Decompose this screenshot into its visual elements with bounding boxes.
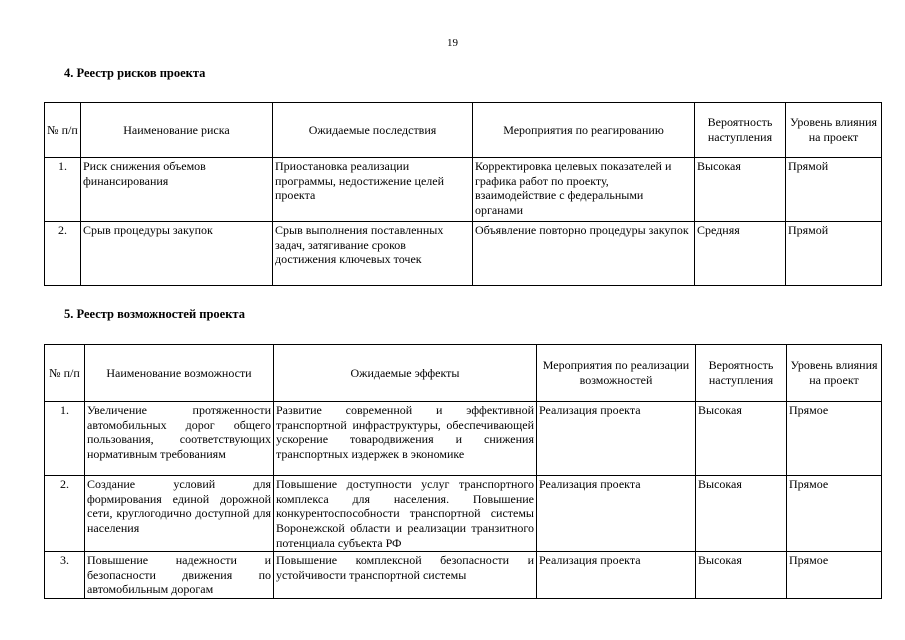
cell-impact: Прямой <box>786 158 882 222</box>
opportunity-registry-title: 5. Реестр возможностей проекта <box>64 307 245 321</box>
cell-probability: Высокая <box>696 476 787 552</box>
header-risk-name: Наименование риска <box>81 103 273 158</box>
header-impact: Уровень влияния на проект <box>787 345 882 402</box>
cell-number: 2. <box>45 222 81 286</box>
header-opportunity-name: Наименование возможности <box>85 345 274 402</box>
cell-measures: Реализация проекта <box>537 476 696 552</box>
table-row <box>45 552 882 599</box>
cell-probability: Высокая <box>696 552 787 599</box>
table-row <box>45 222 882 286</box>
cell-opportunity-name: Создание условий для формирования единой дорожной сети, круглогодично доступной для населения <box>85 476 274 552</box>
cell-probability: Высокая <box>695 158 786 222</box>
header-impact: Уровень влияния на проект <box>786 103 882 158</box>
cell-probability: Высокая <box>696 402 787 476</box>
risk-registry-title: 4. Реестр рисков проекта <box>64 66 206 80</box>
header-number: № п/п <box>45 103 81 158</box>
table-row <box>45 402 882 476</box>
header-probability: Вероятность наступления <box>695 103 786 158</box>
cell-effects: Развитие современной и эффективной транспортной инфраструктуры, обеспечивающей ускорение товародвижения и снижения транспортных издержек в экономике <box>274 402 537 476</box>
table-header-row <box>45 345 882 402</box>
cell-opportunity-name: Повышение надежности и безопасности движения по автомобильным дорогам <box>85 552 274 599</box>
cell-risk-name: Срыв процедуры закупок <box>81 222 273 286</box>
header-effects: Ожидаемые эффекты <box>274 345 537 402</box>
cell-number: 2. <box>45 476 85 552</box>
table-row <box>45 158 882 222</box>
cell-measures: Реализация проекта <box>537 402 696 476</box>
cell-effects: Повышение комплексной безопасности и устойчивости транспортной системы <box>274 552 537 599</box>
cell-number: 1. <box>45 402 85 476</box>
page-number: 19 <box>447 37 458 49</box>
cell-consequences: Срыв выполнения поставленных задач, затягивание сроков достижения ключевых точек <box>273 222 473 286</box>
cell-measures: Объявление повторно процедуры закупок <box>473 222 695 286</box>
header-number: № п/п <box>45 345 85 402</box>
cell-impact: Прямое <box>787 402 882 476</box>
cell-impact: Прямое <box>787 476 882 552</box>
cell-measures: Корректировка целевых показателей и графика работ по проекту, взаимодействие с федеральными органами <box>473 158 695 222</box>
cell-consequences: Приостановка реализации программы, недостижение целей проекта <box>273 158 473 222</box>
cell-number: 1. <box>45 158 81 222</box>
cell-impact: Прямой <box>786 222 882 286</box>
header-measures: Мероприятия по реагированию <box>473 103 695 158</box>
cell-number: 3. <box>45 552 85 599</box>
opportunity-registry-table <box>44 344 882 599</box>
cell-probability: Средняя <box>695 222 786 286</box>
table-row <box>45 476 882 552</box>
risk-registry-table <box>44 102 882 286</box>
cell-measures: Реализация проекта <box>537 552 696 599</box>
header-consequences: Ожидаемые последствия <box>273 103 473 158</box>
cell-risk-name: Риск снижения объемов финансирования <box>81 158 273 222</box>
cell-opportunity-name: Увеличение протяженности автомобильных дорог общего пользования, соответствующих нормативным требованиям <box>85 402 274 476</box>
cell-effects: Повышение доступности услуг транспортного комплекса для населения. Повышение конкурентоспособности транспортной системы Воронежской области и реализации транзитного потенциала субъекта РФ <box>274 476 537 552</box>
cell-impact: Прямое <box>787 552 882 599</box>
header-measures: Мероприятия по реализации возможностей <box>537 345 696 402</box>
header-probability: Вероятность наступления <box>696 345 787 402</box>
table-header-row <box>45 103 882 158</box>
